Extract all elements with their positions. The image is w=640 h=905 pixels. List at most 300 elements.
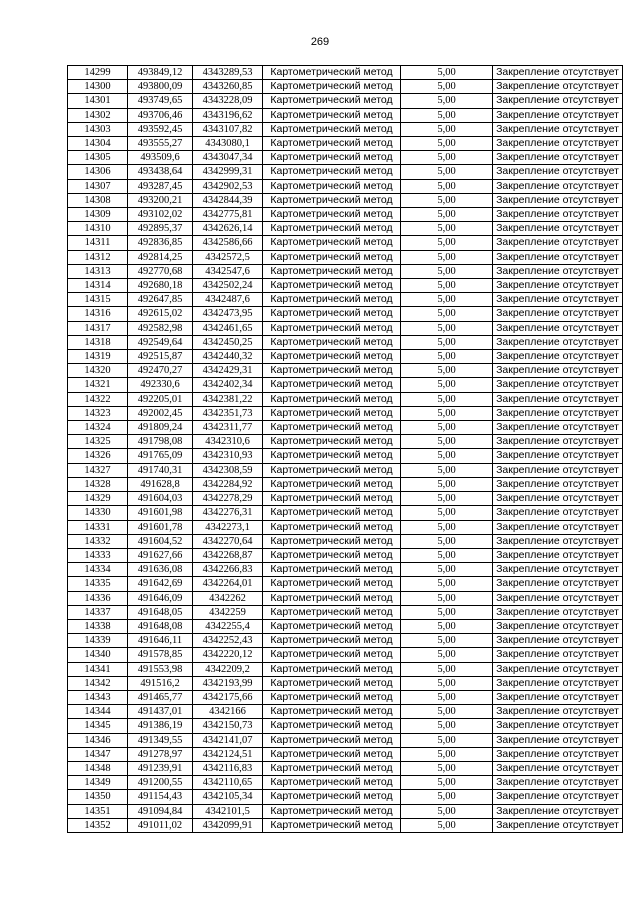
method-cell: Картометрический метод (263, 463, 401, 477)
table-row (68, 634, 623, 648)
method-cell: Картометрический метод (263, 279, 401, 293)
table-row (68, 463, 623, 477)
x-coordinate-cell: 492515,87 (128, 350, 193, 364)
method-cell: Картометрический метод (263, 477, 401, 491)
table-row (68, 776, 623, 790)
x-coordinate-cell: 491553,98 (128, 662, 193, 676)
x-coordinate-cell: 493706,46 (128, 108, 193, 122)
fixation-cell: Закрепление отсутствует (493, 321, 623, 335)
table-row (68, 250, 623, 264)
point-number-cell: 14346 (68, 733, 128, 747)
table-row (68, 676, 623, 690)
y-coordinate-cell: 4342429,31 (193, 364, 263, 378)
table-row (68, 605, 623, 619)
method-cell: Картометрический метод (263, 222, 401, 236)
table-row (68, 747, 623, 761)
y-coordinate-cell: 4343289,53 (193, 66, 263, 80)
accuracy-cell: 5,00 (401, 236, 493, 250)
table-row (68, 406, 623, 420)
table-row (68, 122, 623, 136)
y-coordinate-cell: 4342278,29 (193, 492, 263, 506)
accuracy-cell: 5,00 (401, 648, 493, 662)
fixation-cell: Закрепление отсутствует (493, 350, 623, 364)
method-cell: Картометрический метод (263, 80, 401, 94)
y-coordinate-cell: 4342259 (193, 605, 263, 619)
table-row (68, 690, 623, 704)
x-coordinate-cell: 491646,11 (128, 634, 193, 648)
coordinates-table (67, 65, 623, 833)
accuracy-cell: 5,00 (401, 406, 493, 420)
fixation-cell: Закрепление отсутствует (493, 719, 623, 733)
point-number-cell: 14352 (68, 818, 128, 832)
table-row (68, 662, 623, 676)
table-row (68, 335, 623, 349)
fixation-cell: Закрепление отсутствует (493, 293, 623, 307)
accuracy-cell: 5,00 (401, 80, 493, 94)
point-number-cell: 14301 (68, 94, 128, 108)
table-row (68, 392, 623, 406)
table-row (68, 421, 623, 435)
page-number: 269 (310, 36, 330, 48)
x-coordinate-cell: 491578,85 (128, 648, 193, 662)
accuracy-cell: 5,00 (401, 421, 493, 435)
method-cell: Картометрический метод (263, 690, 401, 704)
accuracy-cell: 5,00 (401, 449, 493, 463)
x-coordinate-cell: 492647,85 (128, 293, 193, 307)
y-coordinate-cell: 4342266,83 (193, 563, 263, 577)
method-cell: Картометрический метод (263, 619, 401, 633)
table-row (68, 165, 623, 179)
x-coordinate-cell: 492549,64 (128, 335, 193, 349)
accuracy-cell: 5,00 (401, 179, 493, 193)
point-number-cell: 14333 (68, 548, 128, 562)
y-coordinate-cell: 4342268,87 (193, 548, 263, 562)
x-coordinate-cell: 491465,77 (128, 690, 193, 704)
point-number-cell: 14330 (68, 506, 128, 520)
fixation-cell: Закрепление отсутствует (493, 122, 623, 136)
y-coordinate-cell: 4342775,81 (193, 208, 263, 222)
y-coordinate-cell: 4342502,24 (193, 279, 263, 293)
table-row (68, 577, 623, 591)
fixation-cell: Закрепление отсутствует (493, 108, 623, 122)
y-coordinate-cell: 4343228,09 (193, 94, 263, 108)
table-body (68, 66, 623, 833)
fixation-cell: Закрепление отсутствует (493, 80, 623, 94)
accuracy-cell: 5,00 (401, 705, 493, 719)
y-coordinate-cell: 4342273,1 (193, 520, 263, 534)
y-coordinate-cell: 4342252,43 (193, 634, 263, 648)
fixation-cell: Закрепление отсутствует (493, 208, 623, 222)
accuracy-cell: 5,00 (401, 193, 493, 207)
point-number-cell: 14335 (68, 577, 128, 591)
table-row (68, 222, 623, 236)
table-row (68, 719, 623, 733)
x-coordinate-cell: 493849,12 (128, 66, 193, 80)
x-coordinate-cell: 491601,78 (128, 520, 193, 534)
table-row (68, 364, 623, 378)
x-coordinate-cell: 491646,09 (128, 591, 193, 605)
method-cell: Картометрический метод (263, 66, 401, 80)
method-cell: Картометрический метод (263, 307, 401, 321)
table-row (68, 94, 623, 108)
table-row (68, 520, 623, 534)
accuracy-cell: 5,00 (401, 137, 493, 151)
point-number-cell: 14343 (68, 690, 128, 704)
x-coordinate-cell: 492470,27 (128, 364, 193, 378)
point-number-cell: 14313 (68, 264, 128, 278)
table-row (68, 264, 623, 278)
method-cell: Картометрический метод (263, 705, 401, 719)
point-number-cell: 14325 (68, 435, 128, 449)
table-row (68, 733, 623, 747)
method-cell: Картометрический метод (263, 719, 401, 733)
point-number-cell: 14344 (68, 705, 128, 719)
x-coordinate-cell: 491636,08 (128, 563, 193, 577)
fixation-cell: Закрепление отсутствует (493, 307, 623, 321)
x-coordinate-cell: 493555,27 (128, 137, 193, 151)
point-number-cell: 14340 (68, 648, 128, 662)
accuracy-cell: 5,00 (401, 676, 493, 690)
point-number-cell: 14309 (68, 208, 128, 222)
x-coordinate-cell: 492836,85 (128, 236, 193, 250)
method-cell: Картометрический метод (263, 193, 401, 207)
accuracy-cell: 5,00 (401, 520, 493, 534)
fixation-cell: Закрепление отсутствует (493, 506, 623, 520)
fixation-cell: Закрепление отсутствует (493, 94, 623, 108)
point-number-cell: 14311 (68, 236, 128, 250)
accuracy-cell: 5,00 (401, 293, 493, 307)
y-coordinate-cell: 4342209,2 (193, 662, 263, 676)
x-coordinate-cell: 491278,97 (128, 747, 193, 761)
accuracy-cell: 5,00 (401, 392, 493, 406)
point-number-cell: 14314 (68, 279, 128, 293)
accuracy-cell: 5,00 (401, 634, 493, 648)
point-number-cell: 14320 (68, 364, 128, 378)
point-number-cell: 14303 (68, 122, 128, 136)
method-cell: Картометрический метод (263, 548, 401, 562)
x-coordinate-cell: 492330,6 (128, 378, 193, 392)
y-coordinate-cell: 4342150,73 (193, 719, 263, 733)
x-coordinate-cell: 492770,68 (128, 264, 193, 278)
point-number-cell: 14322 (68, 392, 128, 406)
method-cell: Картометрический метод (263, 492, 401, 506)
point-number-cell: 14326 (68, 449, 128, 463)
fixation-cell: Закрепление отсутствует (493, 605, 623, 619)
accuracy-cell: 5,00 (401, 761, 493, 775)
method-cell: Картометрический метод (263, 449, 401, 463)
fixation-cell: Закрепление отсутствует (493, 818, 623, 832)
method-cell: Картометрический метод (263, 406, 401, 420)
y-coordinate-cell: 4342402,34 (193, 378, 263, 392)
y-coordinate-cell: 4342461,65 (193, 321, 263, 335)
x-coordinate-cell: 491628,8 (128, 477, 193, 491)
point-number-cell: 14347 (68, 747, 128, 761)
y-coordinate-cell: 4342270,64 (193, 534, 263, 548)
y-coordinate-cell: 4343260,85 (193, 80, 263, 94)
fixation-cell: Закрепление отсутствует (493, 406, 623, 420)
accuracy-cell: 5,00 (401, 662, 493, 676)
accuracy-cell: 5,00 (401, 151, 493, 165)
fixation-cell: Закрепление отсутствует (493, 619, 623, 633)
fixation-cell: Закрепление отсутствует (493, 804, 623, 818)
x-coordinate-cell: 492895,37 (128, 222, 193, 236)
point-number-cell: 14302 (68, 108, 128, 122)
x-coordinate-cell: 493287,45 (128, 179, 193, 193)
fixation-cell: Закрепление отсутствует (493, 563, 623, 577)
table-row (68, 804, 623, 818)
y-coordinate-cell: 4342124,51 (193, 747, 263, 761)
fixation-cell: Закрепление отсутствует (493, 733, 623, 747)
point-number-cell: 14304 (68, 137, 128, 151)
fixation-cell: Закрепление отсутствует (493, 449, 623, 463)
table-row (68, 151, 623, 165)
method-cell: Картометрический метод (263, 293, 401, 307)
fixation-cell: Закрепление отсутствует (493, 421, 623, 435)
method-cell: Картометрический метод (263, 108, 401, 122)
x-coordinate-cell: 491011,02 (128, 818, 193, 832)
y-coordinate-cell: 4342099,91 (193, 818, 263, 832)
x-coordinate-cell: 492814,25 (128, 250, 193, 264)
method-cell: Картометрический метод (263, 804, 401, 818)
x-coordinate-cell: 493800,09 (128, 80, 193, 94)
y-coordinate-cell: 4343196,62 (193, 108, 263, 122)
y-coordinate-cell: 4343080,1 (193, 137, 263, 151)
accuracy-cell: 5,00 (401, 804, 493, 818)
method-cell: Картометрический метод (263, 747, 401, 761)
y-coordinate-cell: 4342311,77 (193, 421, 263, 435)
method-cell: Картометрический метод (263, 520, 401, 534)
table-row (68, 790, 623, 804)
x-coordinate-cell: 491765,09 (128, 449, 193, 463)
method-cell: Картометрический метод (263, 335, 401, 349)
x-coordinate-cell: 493200,21 (128, 193, 193, 207)
fixation-cell: Закрепление отсутствует (493, 776, 623, 790)
y-coordinate-cell: 4343107,82 (193, 122, 263, 136)
fixation-cell: Закрепление отсутствует (493, 264, 623, 278)
x-coordinate-cell: 492680,18 (128, 279, 193, 293)
accuracy-cell: 5,00 (401, 790, 493, 804)
accuracy-cell: 5,00 (401, 534, 493, 548)
fixation-cell: Закрепление отсутствует (493, 761, 623, 775)
fixation-cell: Закрепление отсутствует (493, 790, 623, 804)
y-coordinate-cell: 4342572,5 (193, 250, 263, 264)
point-number-cell: 14349 (68, 776, 128, 790)
y-coordinate-cell: 4342116,83 (193, 761, 263, 775)
y-coordinate-cell: 4342626,14 (193, 222, 263, 236)
method-cell: Картометрический метод (263, 733, 401, 747)
y-coordinate-cell: 4342351,73 (193, 406, 263, 420)
point-number-cell: 14324 (68, 421, 128, 435)
x-coordinate-cell: 491648,08 (128, 619, 193, 633)
fixation-cell: Закрепление отсутствует (493, 378, 623, 392)
accuracy-cell: 5,00 (401, 747, 493, 761)
x-coordinate-cell: 491094,84 (128, 804, 193, 818)
y-coordinate-cell: 4342844,39 (193, 193, 263, 207)
fixation-cell: Закрепление отсутствует (493, 236, 623, 250)
fixation-cell: Закрепление отсутствует (493, 705, 623, 719)
fixation-cell: Закрепление отсутствует (493, 435, 623, 449)
point-number-cell: 14307 (68, 179, 128, 193)
method-cell: Картометрический метод (263, 250, 401, 264)
x-coordinate-cell: 492002,45 (128, 406, 193, 420)
point-number-cell: 14329 (68, 492, 128, 506)
point-number-cell: 14306 (68, 165, 128, 179)
table-row (68, 378, 623, 392)
accuracy-cell: 5,00 (401, 66, 493, 80)
point-number-cell: 14316 (68, 307, 128, 321)
accuracy-cell: 5,00 (401, 279, 493, 293)
method-cell: Картометрический метод (263, 818, 401, 832)
x-coordinate-cell: 492205,01 (128, 392, 193, 406)
method-cell: Картометрический метод (263, 350, 401, 364)
point-number-cell: 14348 (68, 761, 128, 775)
y-coordinate-cell: 4342487,6 (193, 293, 263, 307)
accuracy-cell: 5,00 (401, 719, 493, 733)
x-coordinate-cell: 491642,69 (128, 577, 193, 591)
fixation-cell: Закрепление отсутствует (493, 548, 623, 562)
accuracy-cell: 5,00 (401, 818, 493, 832)
accuracy-cell: 5,00 (401, 563, 493, 577)
y-coordinate-cell: 4342105,34 (193, 790, 263, 804)
table-row (68, 137, 623, 151)
fixation-cell: Закрепление отсутствует (493, 193, 623, 207)
x-coordinate-cell: 492582,98 (128, 321, 193, 335)
fixation-cell: Закрепление отсутствует (493, 747, 623, 761)
method-cell: Картометрический метод (263, 577, 401, 591)
accuracy-cell: 5,00 (401, 208, 493, 222)
point-number-cell: 14317 (68, 321, 128, 335)
table-row (68, 761, 623, 775)
fixation-cell: Закрепление отсутствует (493, 520, 623, 534)
point-number-cell: 14315 (68, 293, 128, 307)
method-cell: Картометрический метод (263, 122, 401, 136)
y-coordinate-cell: 4342999,31 (193, 165, 263, 179)
method-cell: Картометрический метод (263, 94, 401, 108)
method-cell: Картометрический метод (263, 648, 401, 662)
table-row (68, 80, 623, 94)
accuracy-cell: 5,00 (401, 435, 493, 449)
y-coordinate-cell: 4342166 (193, 705, 263, 719)
method-cell: Картометрический метод (263, 165, 401, 179)
fixation-cell: Закрепление отсутствует (493, 534, 623, 548)
method-cell: Картометрический метод (263, 264, 401, 278)
y-coordinate-cell: 4342902,53 (193, 179, 263, 193)
x-coordinate-cell: 493592,45 (128, 122, 193, 136)
accuracy-cell: 5,00 (401, 321, 493, 335)
point-number-cell: 14328 (68, 477, 128, 491)
accuracy-cell: 5,00 (401, 108, 493, 122)
method-cell: Картометрический метод (263, 364, 401, 378)
y-coordinate-cell: 4342310,6 (193, 435, 263, 449)
fixation-cell: Закрепление отсутствует (493, 66, 623, 80)
point-number-cell: 14318 (68, 335, 128, 349)
point-number-cell: 14336 (68, 591, 128, 605)
table-row (68, 435, 623, 449)
x-coordinate-cell: 491798,08 (128, 435, 193, 449)
fixation-cell: Закрепление отсутствует (493, 690, 623, 704)
table-row (68, 705, 623, 719)
table-row (68, 534, 623, 548)
fixation-cell: Закрепление отсутствует (493, 477, 623, 491)
point-number-cell: 14341 (68, 662, 128, 676)
x-coordinate-cell: 491200,55 (128, 776, 193, 790)
table-row (68, 307, 623, 321)
fixation-cell: Закрепление отсутствует (493, 179, 623, 193)
point-number-cell: 14312 (68, 250, 128, 264)
table-row (68, 492, 623, 506)
accuracy-cell: 5,00 (401, 577, 493, 591)
table-row (68, 193, 623, 207)
table-row (68, 591, 623, 605)
y-coordinate-cell: 4342110,65 (193, 776, 263, 790)
x-coordinate-cell: 491740,31 (128, 463, 193, 477)
accuracy-cell: 5,00 (401, 335, 493, 349)
point-number-cell: 14305 (68, 151, 128, 165)
accuracy-cell: 5,00 (401, 776, 493, 790)
fixation-cell: Закрепление отсутствует (493, 392, 623, 406)
fixation-cell: Закрепление отсутствует (493, 335, 623, 349)
table-row (68, 293, 623, 307)
method-cell: Картометрический метод (263, 392, 401, 406)
table-row (68, 477, 623, 491)
x-coordinate-cell: 492615,02 (128, 307, 193, 321)
point-number-cell: 14331 (68, 520, 128, 534)
x-coordinate-cell: 493509,6 (128, 151, 193, 165)
accuracy-cell: 5,00 (401, 350, 493, 364)
accuracy-cell: 5,00 (401, 122, 493, 136)
accuracy-cell: 5,00 (401, 250, 493, 264)
accuracy-cell: 5,00 (401, 165, 493, 179)
y-coordinate-cell: 4342262 (193, 591, 263, 605)
y-coordinate-cell: 4342193,99 (193, 676, 263, 690)
y-coordinate-cell: 4342175,66 (193, 690, 263, 704)
x-coordinate-cell: 491601,98 (128, 506, 193, 520)
point-number-cell: 14345 (68, 719, 128, 733)
point-number-cell: 14319 (68, 350, 128, 364)
y-coordinate-cell: 4342310,93 (193, 449, 263, 463)
method-cell: Картометрический метод (263, 676, 401, 690)
method-cell: Картометрический метод (263, 421, 401, 435)
fixation-cell: Закрепление отсутствует (493, 577, 623, 591)
table-row (68, 236, 623, 250)
method-cell: Картометрический метод (263, 435, 401, 449)
fixation-cell: Закрепление отсутствует (493, 151, 623, 165)
point-number-cell: 14338 (68, 619, 128, 633)
y-coordinate-cell: 4342440,32 (193, 350, 263, 364)
x-coordinate-cell: 491809,24 (128, 421, 193, 435)
method-cell: Картометрический метод (263, 591, 401, 605)
accuracy-cell: 5,00 (401, 548, 493, 562)
point-number-cell: 14339 (68, 634, 128, 648)
point-number-cell: 14300 (68, 80, 128, 94)
method-cell: Картометрический метод (263, 605, 401, 619)
fixation-cell: Закрепление отсутствует (493, 662, 623, 676)
y-coordinate-cell: 4342586,66 (193, 236, 263, 250)
fixation-cell: Закрепление отсутствует (493, 279, 623, 293)
table-row (68, 66, 623, 80)
accuracy-cell: 5,00 (401, 94, 493, 108)
point-number-cell: 14308 (68, 193, 128, 207)
x-coordinate-cell: 493749,65 (128, 94, 193, 108)
accuracy-cell: 5,00 (401, 264, 493, 278)
fixation-cell: Закрепление отсутствует (493, 250, 623, 264)
x-coordinate-cell: 491604,03 (128, 492, 193, 506)
point-number-cell: 14342 (68, 676, 128, 690)
point-number-cell: 14310 (68, 222, 128, 236)
x-coordinate-cell: 491349,55 (128, 733, 193, 747)
method-cell: Картометрический метод (263, 137, 401, 151)
table-row (68, 818, 623, 832)
